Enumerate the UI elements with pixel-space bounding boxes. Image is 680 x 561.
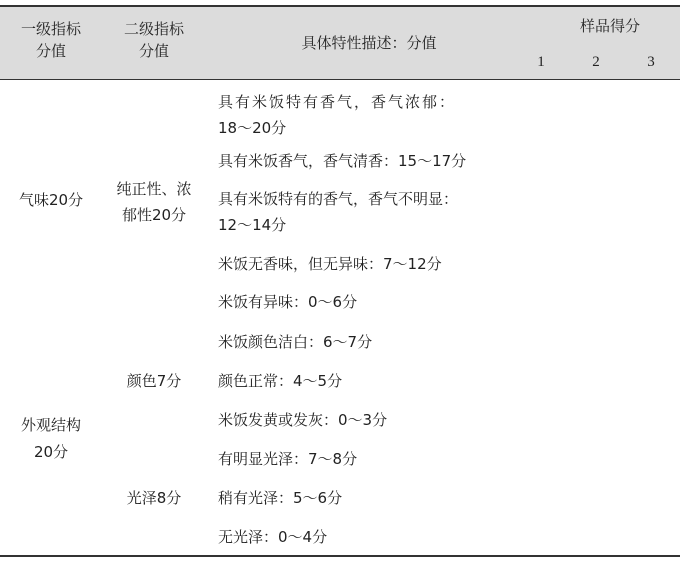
header-level1-line2: 分值 bbox=[35, 42, 66, 60]
header-level1 bbox=[0, 18, 102, 62]
odor-item-3-line1: 具有米饭特有的香气，香气不明显： bbox=[218, 190, 459, 208]
gloss-item-1: 有明显光泽：7～8分 bbox=[218, 450, 358, 468]
color-item-3: 米饭发黄或发灰：0～3分 bbox=[218, 411, 388, 429]
level1-appearance-line1: 外观结构 bbox=[20, 416, 81, 434]
level1-odor: 气味20分 bbox=[18, 191, 84, 209]
top-rule bbox=[0, 5, 680, 7]
level1-appearance-line2: 20分 bbox=[33, 443, 69, 461]
gloss-item-3: 无光泽：0～4分 bbox=[218, 528, 328, 546]
header-level2 bbox=[102, 18, 206, 62]
level1-appearance bbox=[0, 412, 102, 466]
header-sample-3: 3 bbox=[647, 54, 655, 70]
level2-odor bbox=[102, 176, 206, 228]
odor-item-3 bbox=[218, 186, 458, 238]
odor-item-4: 米饭无香味，但无异味：7～12分 bbox=[218, 255, 442, 273]
gloss-item-2: 稍有光泽：5～6分 bbox=[218, 489, 343, 507]
header-sample-scores: 样品得分 bbox=[579, 17, 640, 35]
odor-item-1-line1: 具有米饭特有香气，香气浓郁： bbox=[218, 93, 457, 111]
bottom-rule bbox=[0, 555, 680, 557]
odor-item-1 bbox=[218, 89, 456, 141]
color-item-2: 颜色正常：4～5分 bbox=[218, 372, 343, 390]
color-item-1: 米饭颜色洁白：6～7分 bbox=[218, 333, 373, 351]
level2-color: 颜色7分 bbox=[126, 372, 182, 390]
header-description: 具体特性描述：分值 bbox=[301, 34, 437, 52]
odor-item-5: 米饭有异味：0～6分 bbox=[218, 293, 358, 311]
header-sample-1: 1 bbox=[537, 54, 545, 70]
header-sample-2: 2 bbox=[592, 54, 600, 70]
level2-gloss: 光泽8分 bbox=[126, 489, 182, 507]
header-level2-line2: 分值 bbox=[138, 42, 169, 60]
odor-item-1-line2: 18～20分 bbox=[218, 119, 287, 137]
level2-odor-line1: 纯正性、浓 bbox=[116, 180, 192, 198]
header-level1-line1: 一级指标 bbox=[20, 20, 81, 38]
level2-odor-line2: 郁性20分 bbox=[121, 206, 187, 224]
header-rule bbox=[0, 79, 680, 80]
odor-item-3-line2: 12～14分 bbox=[218, 216, 287, 234]
odor-item-2: 具有米饭香气，香气清香：15～17分 bbox=[218, 152, 467, 170]
header-level2-line1: 二级指标 bbox=[123, 20, 184, 38]
